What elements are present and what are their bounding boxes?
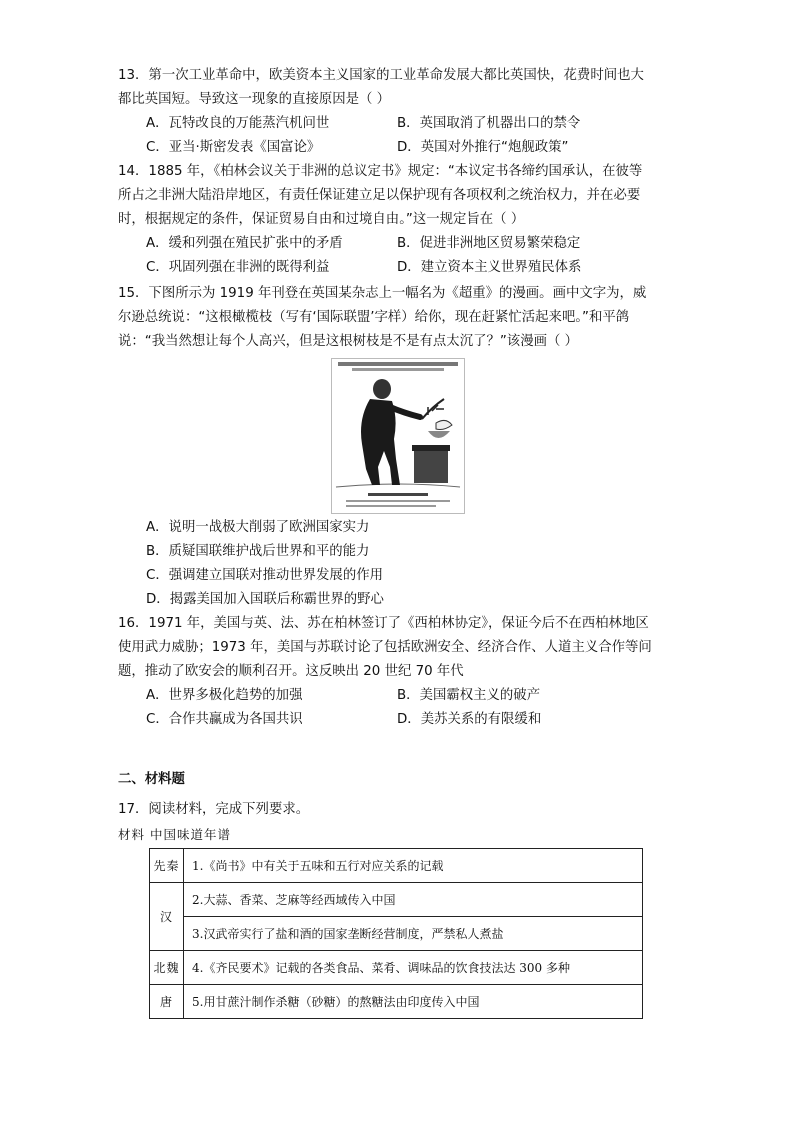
q13-stem-line-1: 13．第一次工业革命中，欧美资本主义国家的工业革命发展大都比英国快，花费时间也大 (118, 68, 644, 83)
q16-stem-line-3: 题，推动了欧安会的顺利召开。这反映出 20 世纪 70 年代 (118, 664, 464, 679)
q14-stem-line-2: 所占之非洲大陆沿岸地区，有责任保证建立足以保护现有各项权利之统治权力，并在必要 (118, 188, 641, 203)
entry-cell: 4.《齐民要术》记载的各类食品、菜肴、调味品的饮食技法达 300 多种 (184, 951, 643, 985)
q14-option-a: A．缓和列强在殖民扩张中的矛盾 (146, 236, 343, 251)
q14-stem-line-3: 时，根据规定的条件，保证贸易自由和过境自由。”这一规定旨在（ ） (118, 212, 525, 227)
entry-cell: 1.《尚书》中有关于五味和五行对应关系的记载 (184, 849, 643, 883)
q16-option-d: D．美苏关系的有限缓和 (397, 712, 542, 727)
entry-cell: 2.大蒜、香菜、芝麻等经西域传入中国 (184, 883, 643, 917)
material-caption: 材料 中国味道年谱 (118, 827, 231, 842)
table-row (150, 951, 643, 985)
overweight-cartoon-image (331, 358, 465, 514)
q15-option-c: C．强调建立国联对推动世界发展的作用 (146, 568, 383, 583)
q17-prompt: 17．阅读材料，完成下列要求。 (118, 802, 310, 817)
chinese-flavor-chronicle-table (149, 848, 643, 1019)
q16-option-c: C．合作共赢成为各国共识 (146, 712, 303, 727)
table-row (150, 883, 643, 917)
q15-stem-line-3: 说：“我当然想让每个人高兴，但是这根树枝是不是有点太沉了？”该漫画（ ） (118, 334, 579, 349)
entry-cell: 3.汉武帝实行了盐和酒的国家垄断经营制度，严禁私人煮盐 (184, 917, 643, 951)
q16-option-b: B．美国霸权主义的破产 (397, 688, 541, 703)
q13-option-c: C．亚当·斯密发表《国富论》 (146, 140, 321, 155)
q14-option-d: D．建立资本主义世界殖民体系 (397, 260, 582, 275)
section-heading: 二、材料题 (118, 772, 185, 787)
era-cell: 汉 (150, 883, 184, 951)
q16-option-a: A．世界多极化趋势的加强 (146, 688, 303, 703)
q13-option-d: D．英国对外推行“炮舰政策” (397, 140, 569, 155)
q15-option-d: D．揭露美国加入国联后称霸世界的野心 (146, 592, 384, 607)
era-cell: 北魏 (150, 951, 184, 985)
q15-option-a: A．说明一战极大削弱了欧洲国家实力 (146, 520, 370, 535)
q16-stem-line-2: 使用武力威胁；1973 年，美国与苏联讨论了包括欧洲安全、经济合作、人道主义合作等问 (118, 640, 652, 655)
table-row (150, 985, 643, 1019)
era-cell: 先秦 (150, 849, 184, 883)
q16-stem-line-1: 16．1971 年，美国与英、法、苏在柏林签订了《西柏林协定》，保证今后不在西柏林地区 (118, 616, 649, 631)
table-row (150, 917, 643, 951)
q13-option-b: B．英国取消了机器出口的禁令 (397, 116, 581, 131)
q13-option-a: A．瓦特改良的万能蒸汽机问世 (146, 116, 330, 131)
q14-option-c: C．巩固列强在非洲的既得利益 (146, 260, 330, 275)
q13-stem-line-2: 都比英国短。导致这一现象的直接原因是（ ） (118, 92, 391, 107)
q15-option-b: B．质疑国联维护战后世界和平的能力 (146, 544, 370, 559)
q15-stem-line-1: 15．下图所示为 1919 年刊登在英国某杂志上一幅名为《超重》的漫画。画中文字为，威 (118, 286, 647, 301)
era-cell: 唐 (150, 985, 184, 1019)
q14-stem-line-1: 14．1885 年，《柏林会议关于非洲的总议定书》规定：“本议定书各缔约国承认，在彼等 (118, 164, 643, 179)
table-row (150, 849, 643, 883)
q15-stem-line-2: 尔逊总统说：“这根橄榄枝（写有‘国际联盟’字样）给你，现在赶紧忙活起来吧。”和平鸽 (118, 310, 630, 325)
entry-cell: 5.用甘蔗汁制作杀糖（砂糖）的熬糖法由印度传入中国 (184, 985, 643, 1019)
q14-option-b: B．促进非洲地区贸易繁荣稳定 (397, 236, 581, 251)
